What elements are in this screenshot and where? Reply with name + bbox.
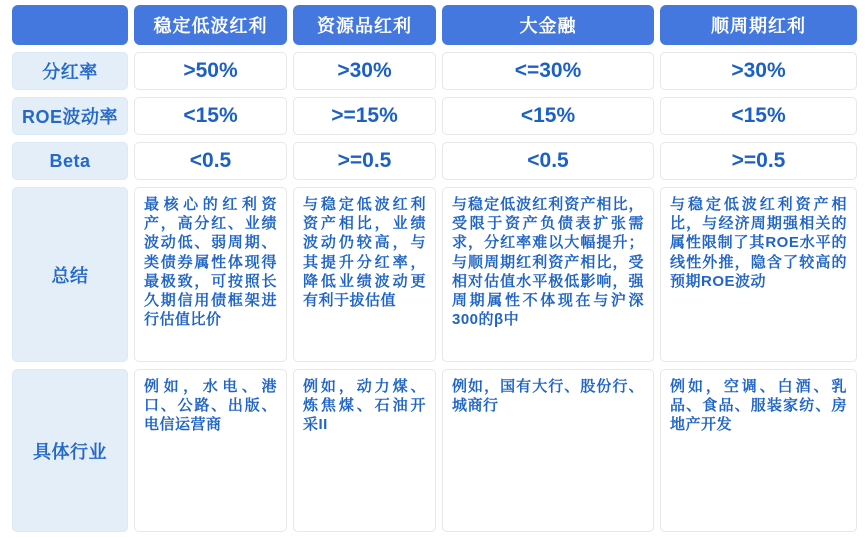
industry-cell: 例如，动力煤、炼焦煤、石油开采II <box>293 369 436 532</box>
value-cell: >50% <box>134 52 287 90</box>
summary-cell: 最核心的红利资产，高分红、业绩波动低、弱周期、类债券属性体现得最极致，可按照长久期信用债框架进行估值比价 <box>134 187 287 362</box>
row-header-industries: 具体行业 <box>12 369 128 532</box>
value-cell: <0.5 <box>134 142 287 180</box>
summary-cell: 与稳定低波红利资产相比，受限于资产负债表扩张需求，分红率难以大幅提升；与顺周期红利资产相比，受相对估值水平极低影响，强周期属性不体现在与沪深300的β中 <box>442 187 654 362</box>
row-header-payout-ratio: 分红率 <box>12 52 128 90</box>
summary-cell: 与稳定低波红利资产相比，与经济周期强相关的属性限制了其ROE水平的线性外推，隐含了较高的预期ROE波动 <box>660 187 857 362</box>
value-cell: >=0.5 <box>660 142 857 180</box>
industry-cell: 例如，水电、港口、公路、出版、电信运营商 <box>134 369 287 532</box>
summary-cell: 与稳定低波红利资产相比，业绩波动仍较高，与其提升分红率，降低业绩波动更有利于拔估值 <box>293 187 436 362</box>
value-cell: <=30% <box>442 52 654 90</box>
value-cell: >30% <box>660 52 857 90</box>
row-header-beta: Beta <box>12 142 128 180</box>
row-header-roe-volatility: ROE波动率 <box>12 97 128 135</box>
value-cell: >=0.5 <box>293 142 436 180</box>
value-cell: <15% <box>660 97 857 135</box>
value-cell: >30% <box>293 52 436 90</box>
industry-cell: 例如，空调、白酒、乳品、食品、服装家纺、房地产开发 <box>660 369 857 532</box>
value-cell: <15% <box>134 97 287 135</box>
column-header-procyclical: 顺周期红利 <box>660 5 857 45</box>
row-header-summary: 总结 <box>12 187 128 362</box>
corner-cell <box>12 5 128 45</box>
value-cell: >=15% <box>293 97 436 135</box>
industry-cell: 例如，国有大行、股份行、城商行 <box>442 369 654 532</box>
value-cell: <0.5 <box>442 142 654 180</box>
value-cell: <15% <box>442 97 654 135</box>
column-header-resources: 资源品红利 <box>293 5 436 45</box>
column-header-big-finance: 大金融 <box>442 5 654 45</box>
column-header-stable-low-vol: 稳定低波红利 <box>134 5 287 45</box>
